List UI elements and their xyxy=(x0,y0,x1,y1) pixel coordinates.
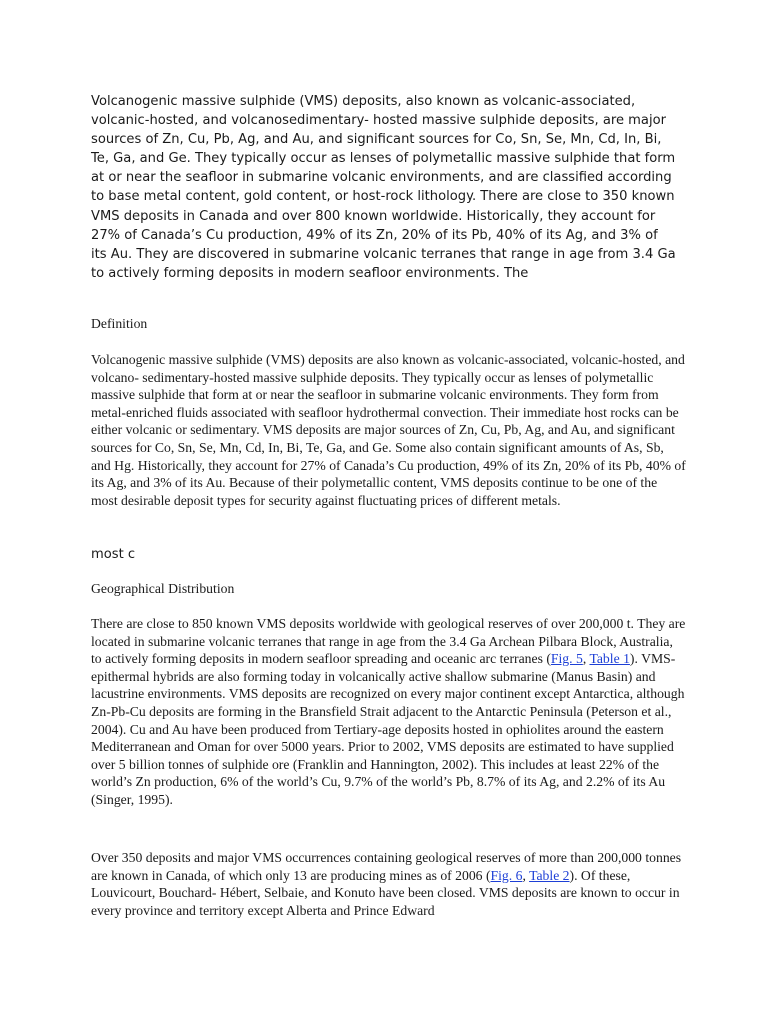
intro-paragraph: Volcanogenic massive sulphide (VMS) deposits, also known as volcanic-associated, volcanic-hosted, and volcanosedimentary- hosted massive sulphide deposits, are major sources of Zn, Cu, Pb, Ag, and Au, and significant sources for Co, Sn, Se, Mn, Cd, In, Bi, Te, Ga, and Ge. They typically occur as lenses of polymetallic massive sulphide that form at or near the seafloor in submarine volcanic environments, and are classified according to base metal content, gold content, or host-rock lithology. There are close to 350 known VMS deposits in Canada and over 800 known worldwide. Historically, they account for 27% of Canada’s Cu production, 49% of its Zn, 20% of its Pb, 40% of its Ag, and 3% of its Au. They are discovered in submarine volcanic terranes that range in age from 3.4 Ga to actively forming deposits in modern seafloor environments. The xyxy=(91,94,676,281)
distribution-paragraph-1 xyxy=(91,615,686,809)
table-2-link[interactable]: Table 2 xyxy=(529,867,570,883)
fig-6-link[interactable]: Fig. 6 xyxy=(490,867,523,883)
geographical-distribution-heading: Geographical Distribution xyxy=(91,581,235,596)
p1-text-start: There are close to 850 known VMS deposits worldwide with geological reserves of over 200,000 t. They are located in submarine volcanic terranes that range in age from the 3.4 Ga Archean Pilbara Block, Australia, to actively forming deposits in modern seafloor spreading and oceanic arc terranes ( xyxy=(91,616,686,667)
p1-separator: , xyxy=(582,651,590,667)
distribution-paragraph-2 xyxy=(91,849,686,919)
p1-text-end: ). VMS-epithermal hybrids are also forming today in volcanically active shallow submarine (Manus Basin) and lacustrine environments. VMS deposits are recognized on every major continent except Antarctica, although Zn-Pb-Cu deposits are forming in the Bransfield Strait adjacent to the Antarctic Peninsula (Peterson et al., 2004). Cu and Au have been produced from Tertiary-age deposits hosted in ophiolites around the eastern Mediterranean and Oman for over 5000 years. Prior to 2002, VMS deposits are estimated to have supplied over 5 billion tonnes of sulphide ore (Franklin and Hannington, 2002). This includes at least 22% of the world’s Zn production, 6% of the world’s Cu, 9.7% of the world’s Pb, 8.7% of its Ag, and 2.2% of its Au (Singer, 1995). xyxy=(91,651,685,807)
p2-separator: , xyxy=(522,867,530,883)
p2-text-start: Over 350 deposits and major VMS occurrences containing geological reserves of more than 200,000 tonnes are known in Canada, of which only 13 are producing mines as of 2006 ( xyxy=(91,850,682,883)
definition-heading: Definition xyxy=(91,316,148,331)
table-1-link[interactable]: Table 1 xyxy=(589,651,630,667)
p2-text-end: ). Of these, Louvicourt, Bouchard- Hébert, Selbaie, and Konuto have been closed. VMS deposits are known to occur in every province and territory except Alberta and Prince Edward xyxy=(91,867,680,918)
fig-5-link[interactable]: Fig. 5 xyxy=(550,651,583,667)
definition-paragraph: Volcanogenic massive sulphide (VMS) deposits are also known as volcanic-associated, volcanic-hosted, and volcano- sedimentary-hosted massive sulphide deposits. They typically occur as lenses of polymetallic massive sulphide that form at or near the seafloor in submarine volcanic environments. They form from metal-enriched fluids associated with seafloor hydrothermal convection. Their immediate host rocks can be either volcanic or sedimentary. VMS deposits are major sources of Zn, Cu, Pb, Ag, and Au, and significant sources for Co, Sn, Se, Mn, Cd, In, Bi, Te, Ga, and Ge. Some also contain significant amounts of As, Sb, and Hg. Historically, they account for 27% of Canada’s Cu production, 49% of its Zn, 20% of its Pb, 40% of its Ag, and 3% of its Au. Because of their polymetallic content, VMS deposits continue to be one of the most desirable deposit types for security against fluctuating prices of different metals. xyxy=(91,352,686,508)
text-fragment: most c xyxy=(91,547,136,562)
